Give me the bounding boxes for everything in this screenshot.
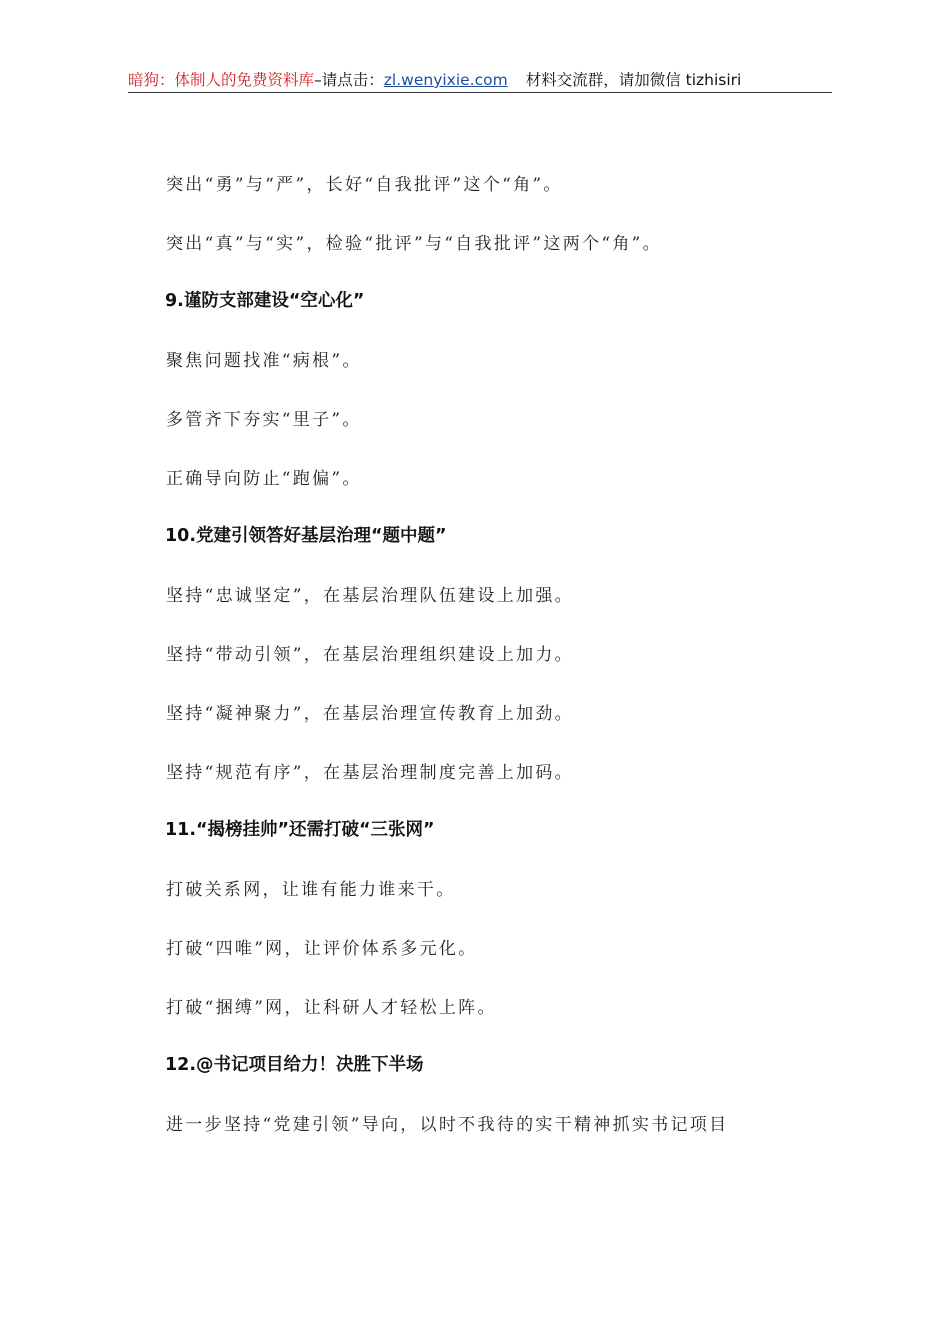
body-line: 坚持“带动引领”，在基层治理组织建设上加力。 <box>166 645 574 665</box>
body-line: 坚持“凝神聚力”，在基层治理宣传教育上加劲。 <box>166 704 574 724</box>
section-heading: 12.@书记项目给力！决胜下半场 <box>165 1055 424 1075</box>
body-line: 突出“勇”与“严”，长好“自我批评”这个“角”。 <box>166 175 563 195</box>
body-line: 坚持“规范有序”，在基层治理制度完善上加码。 <box>166 763 574 783</box>
body-line: 突出“真”与“实”，检验“批评”与“自我批评”这两个“角”。 <box>166 234 662 254</box>
body-line: 打破“捆缚”网，让科研人才轻松上阵。 <box>166 998 497 1018</box>
body-line: 打破“四唯”网，让评价体系多元化。 <box>166 939 478 959</box>
header-prompt: –请点击： <box>314 71 384 89</box>
header-brand: 暗狗：体制人的免费资料库 <box>128 71 315 89</box>
page-header <box>128 68 832 93</box>
section-heading: 10.党建引领答好基层治理“题中题” <box>165 526 447 546</box>
header-contact: 材料交流群，请加微信 tizhisiri <box>525 71 742 89</box>
body-line: 坚持“忠诚坚定”，在基层治理队伍建设上加强。 <box>166 586 574 606</box>
body-line: 多管齐下夯实“里子”。 <box>166 410 362 430</box>
body-line: 聚焦问题找准“病根”。 <box>166 351 362 371</box>
body-line: 进一步坚持“党建引领”导向，以时不我待的实干精神抓实书记项目 <box>166 1115 729 1135</box>
header-link[interactable]: zl.wenyixie.com <box>383 71 508 89</box>
body-line: 正确导向防止“跑偏”。 <box>166 469 362 489</box>
body-line: 打破关系网，让谁有能力谁来干。 <box>166 880 456 900</box>
section-heading: 11.“揭榜挂帅”还需打破“三张网” <box>165 820 435 840</box>
section-heading: 9.谨防支部建设“空心化” <box>165 291 365 311</box>
